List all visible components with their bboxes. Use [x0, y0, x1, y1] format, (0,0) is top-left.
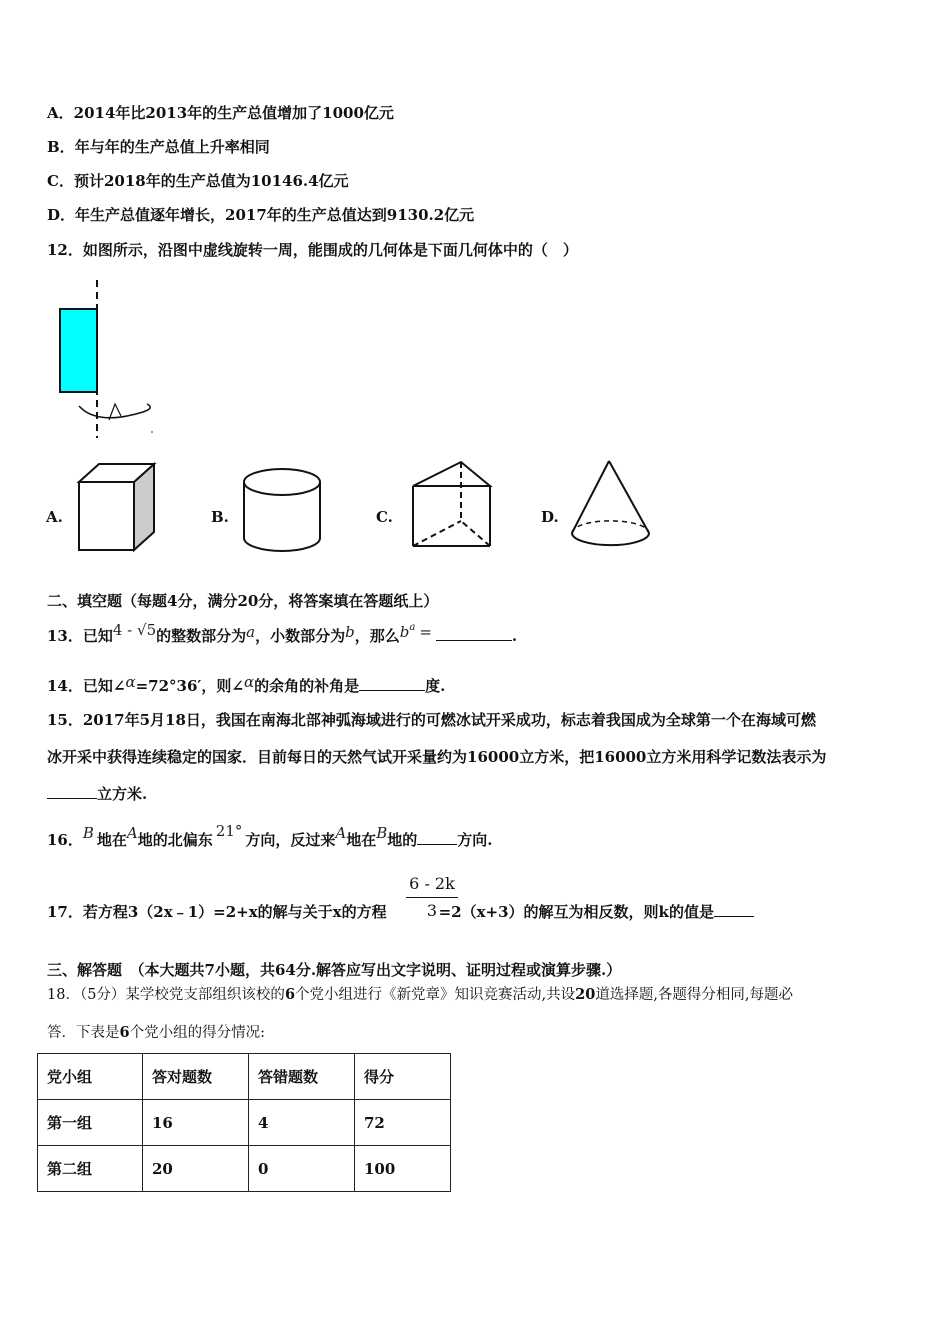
score-table	[37, 1053, 451, 1192]
table-row	[38, 1146, 451, 1192]
option-c: C．预计2018年的生产总值为10146.4亿元	[47, 172, 349, 190]
q15-line3: 立方米.	[47, 784, 147, 804]
section3-title: 三、解答题 （本大题共7小题，共64分.解答应写出文字说明、证明过程或演算步骤.）	[47, 961, 622, 979]
q18-line2: 答．下表是6个党小组的得分情况:	[47, 1024, 265, 1041]
rectangle-shape	[60, 309, 97, 392]
table-header: 答对题数	[143, 1054, 249, 1100]
option-d: D．年生产总值逐年增长，2017年的生产总值达到9130.2亿元	[47, 206, 475, 224]
q12-option-d-label: D.	[541, 508, 559, 526]
section2-title: 二、填空题（每题4分，满分20分，将答案填在答题纸上）	[47, 592, 439, 610]
q12-option-c-label: C.	[376, 508, 393, 526]
option-a: A．2014年比2013年的生产总值增加了1000亿元	[47, 104, 394, 122]
q15-answer-blank[interactable]	[47, 784, 97, 799]
q13-answer-blank[interactable]	[436, 626, 512, 641]
triangular-prism-figure	[408, 458, 498, 553]
cone-figure	[569, 458, 655, 553]
q17-fraction	[406, 874, 458, 920]
q17-numerator: 6 - 2k	[406, 874, 458, 898]
q12-stem: 12．如图所示，沿图中虚线旋转一周，能围成的几何体是下面几何体中的（ ）	[47, 241, 578, 259]
table-cell: 4	[249, 1100, 355, 1146]
q13: 13．已知4 - √5的整数部分为a，小数部分为b，那么$b^a$ = .	[47, 621, 518, 645]
table-header: 党小组	[38, 1054, 143, 1100]
table-header-row	[38, 1054, 451, 1100]
table-cell: 20	[143, 1146, 249, 1192]
rotation-figure	[55, 280, 165, 440]
q17-denominator: 3	[426, 901, 438, 920]
q14-answer-blank[interactable]	[359, 676, 425, 691]
table-cell: 16	[143, 1100, 249, 1146]
cylinder-figure	[241, 465, 325, 557]
table-header: 答错题数	[249, 1054, 355, 1100]
q17: 17．若方程3（2x﹣1）=2+x的解与关于x的方程 =2（x+3）的解互为相反数，则k的值是	[47, 902, 754, 922]
q18-line1: 18．（5分）某学校党支部组织该校的6个党小组进行《新党章》知识竞赛活动,共设20道选择题,各题得分相同,每题必	[47, 986, 794, 1003]
q15-line2: 冰开采中获得连续稳定的国家．目前每日的天然气试开采量约为16000立方米，把16000立方米用科学记数法表示为	[47, 748, 827, 766]
table-cell: 第二组	[38, 1146, 143, 1192]
table-header: 得分	[355, 1054, 451, 1100]
q17-answer-blank[interactable]	[714, 902, 754, 917]
q14: 14．已知∠α=72°36′，则∠α的余角的补角是 度.	[47, 673, 446, 695]
table-cell: 0	[249, 1146, 355, 1192]
q16: 16．B 地在A地的北偏东 21° 方向，反过来A地在B地的 方向.	[47, 822, 493, 849]
q16-answer-blank[interactable]	[417, 830, 457, 845]
table-cell: 第一组	[38, 1100, 143, 1146]
q12-option-b-label: B.	[211, 508, 229, 526]
table-cell: 72	[355, 1100, 451, 1146]
q15-line1: 15．2017年5月18日，我国在南海北部神弧海域进行的可燃冰试开采成功，标志着我国成为全球第一个在海域可燃	[47, 711, 816, 729]
table-cell: 100	[355, 1146, 451, 1192]
table-row	[38, 1100, 451, 1146]
cube-figure	[74, 460, 160, 555]
q12-option-a-label: A.	[46, 508, 63, 526]
option-b: B．年与年的生产总值上升率相同	[47, 138, 270, 156]
